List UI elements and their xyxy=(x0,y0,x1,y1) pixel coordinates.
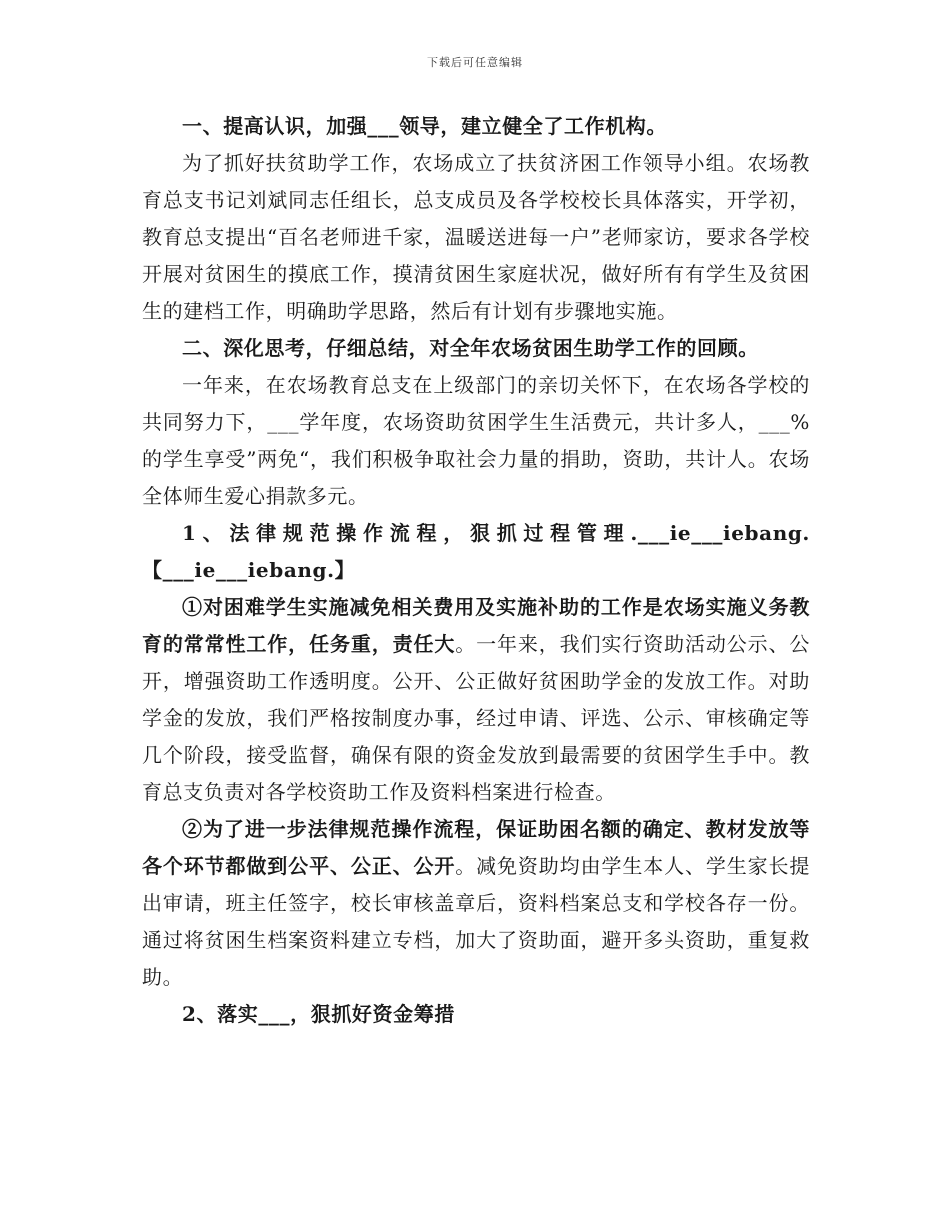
paragraph-review: 一年来，在农场教育总支在上级部门的亲切关怀下，在农场各学校的共同努力下，___学年度，农场资助贫困学生生活费元，共计多人，___%的学生享受”两免“，我们积极争取社会力量的捐助，资助，共计人。农场全体师生爱心捐款多元。 xyxy=(142,373,810,508)
page-header: 下载后可任意编辑 xyxy=(427,56,523,69)
heading-subsection-1: 1、法律规范操作流程，狠抓过程管理.___ie___iebang.【___ie___iebang.】 xyxy=(142,521,810,582)
document-body xyxy=(142,108,810,1033)
heading-subsection-2: 2、落实___，狠抓好资金筹措 xyxy=(182,1002,455,1026)
heading-section-1: 一、提高认识，加强___领导，建立健全了工作机构。 xyxy=(182,114,667,138)
paragraph-item-2: ②为了进一步法律规范操作流程，保证助困名额的确定、教材发放等各个环节都做到公平、公正、公开。减免资助均由学生本人、学生家长提出审请，班主任签字，校长审核盖章后，资料档案总支和学校各存一份。通过将贫困生档案资料建立专档，加大了资助面，避开多头资助，重复救助。 xyxy=(142,817,811,989)
paragraph-organization: 为了抓好扶贫助学工作，农场成立了扶贫济困工作领导小组。农场教育总支书记刘斌同志任组长，总支成员及各学校校长具体落实，开学初，教育总支提出“百名老师进千家，温暖送进每一户”老师家访，要求各学校开展对贫困生的摸底工作，摸清贫困生家庭状况，做好所有有学生及贫困生的建档工作，明确助学思路，然后有计划有步骤地实施。 xyxy=(142,151,810,323)
heading-section-2: 二、深化思考，仔细总结，对全年农场贫困生助学工作的回顾。 xyxy=(182,336,759,360)
paragraph-item-1: ①对困难学生实施减免相关费用及实施补助的工作是农场实施义务教育的常常性工作，任务重，责任大。一年来，我们实行资助活动公示、公开，增强资助工作透明度。公开、公正做好贫困助学金的发放工作。对助学金的发放，我们严格按制度办事，经过申请、评选、公示、审核确定等几个阶段，接受监督，确保有限的资金发放到最需要的贫困学生手中。教育总支负责对各学校资助工作及资料档案进行检查。 xyxy=(142,595,811,804)
